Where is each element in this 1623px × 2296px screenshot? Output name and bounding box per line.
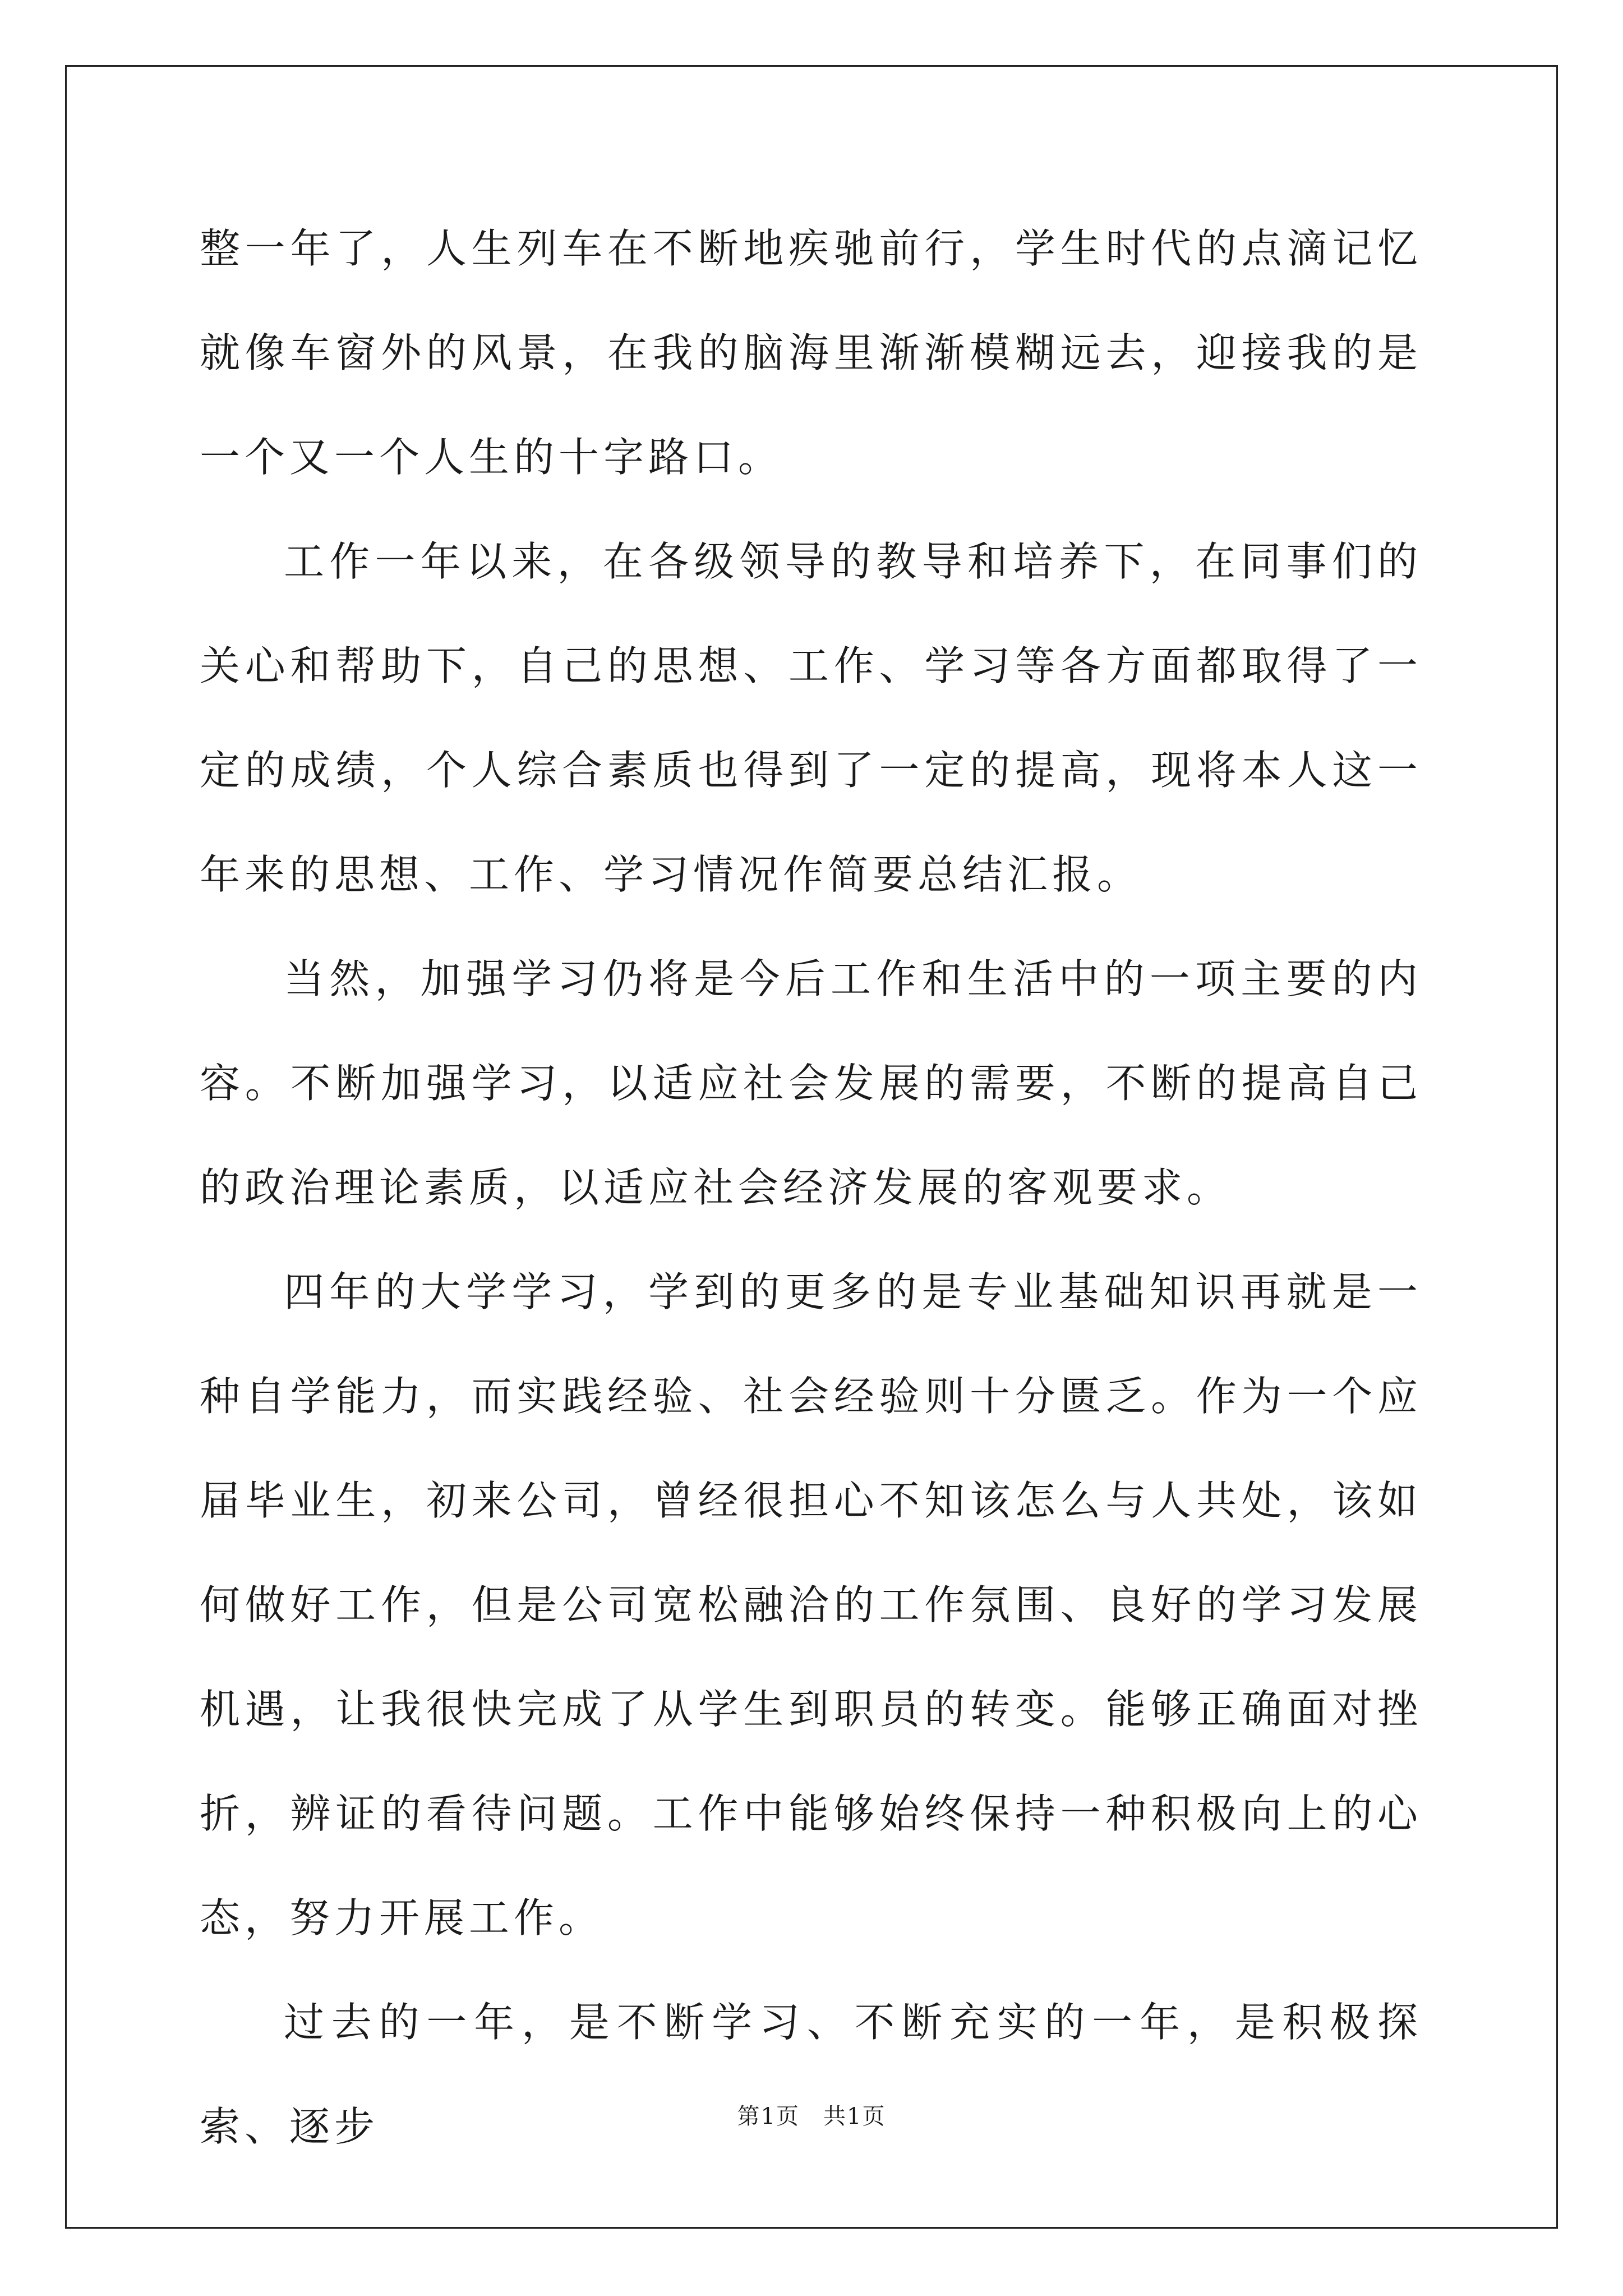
document-body (200, 196, 1422, 2179)
paragraph-1: 整一年了，人生列车在不断地疾驰前行，学生时代的点滴记忆就像车窗外的风景，在我的脑海里渐渐模糊远去，迎接我的是一个又一个人生的十字路口。 (200, 225, 1422, 481)
paragraph-2: 工作一年以来，在各级领导的教导和培养下，在同事们的关心和帮助下，自己的思想、工作、学习等各方面都取得了一定的成绩，个人综合素质也得到了一定的提高，现将本人这一年来的思想、工作、学习情况作简要总结汇报。 (200, 538, 1422, 898)
paragraph-5: 过去的一年，是不断学习、不断充实的一年，是积极探索、逐步 (200, 1999, 1422, 2150)
page-footer: 第1页 共1页 (737, 2104, 886, 2129)
paragraph-4: 四年的大学学习，学到的更多的是专业基础知识再就是一种自学能力，而实践经验、社会经验则十分匮乏。作为一个应届毕业生，初来公司，曾经很担心不知该怎么与人共处，该如何做好工作，但是公司宽松融洽的工作氛围、良好的学习发展机遇，让我很快完成了从学生到职员的转变。能够正确面对挫折，辨证的看待问题。工作中能够始终保持一种积极向上的心态，努力开展工作。 (200, 1268, 1422, 1941)
paragraph-3: 当然，加强学习仍将是今后工作和生活中的一项主要的内容。不断加强学习，以适应社会发展的需要，不断的提高自己的政治理论素质，以适应社会经济发展的客观要求。 (200, 955, 1422, 1211)
